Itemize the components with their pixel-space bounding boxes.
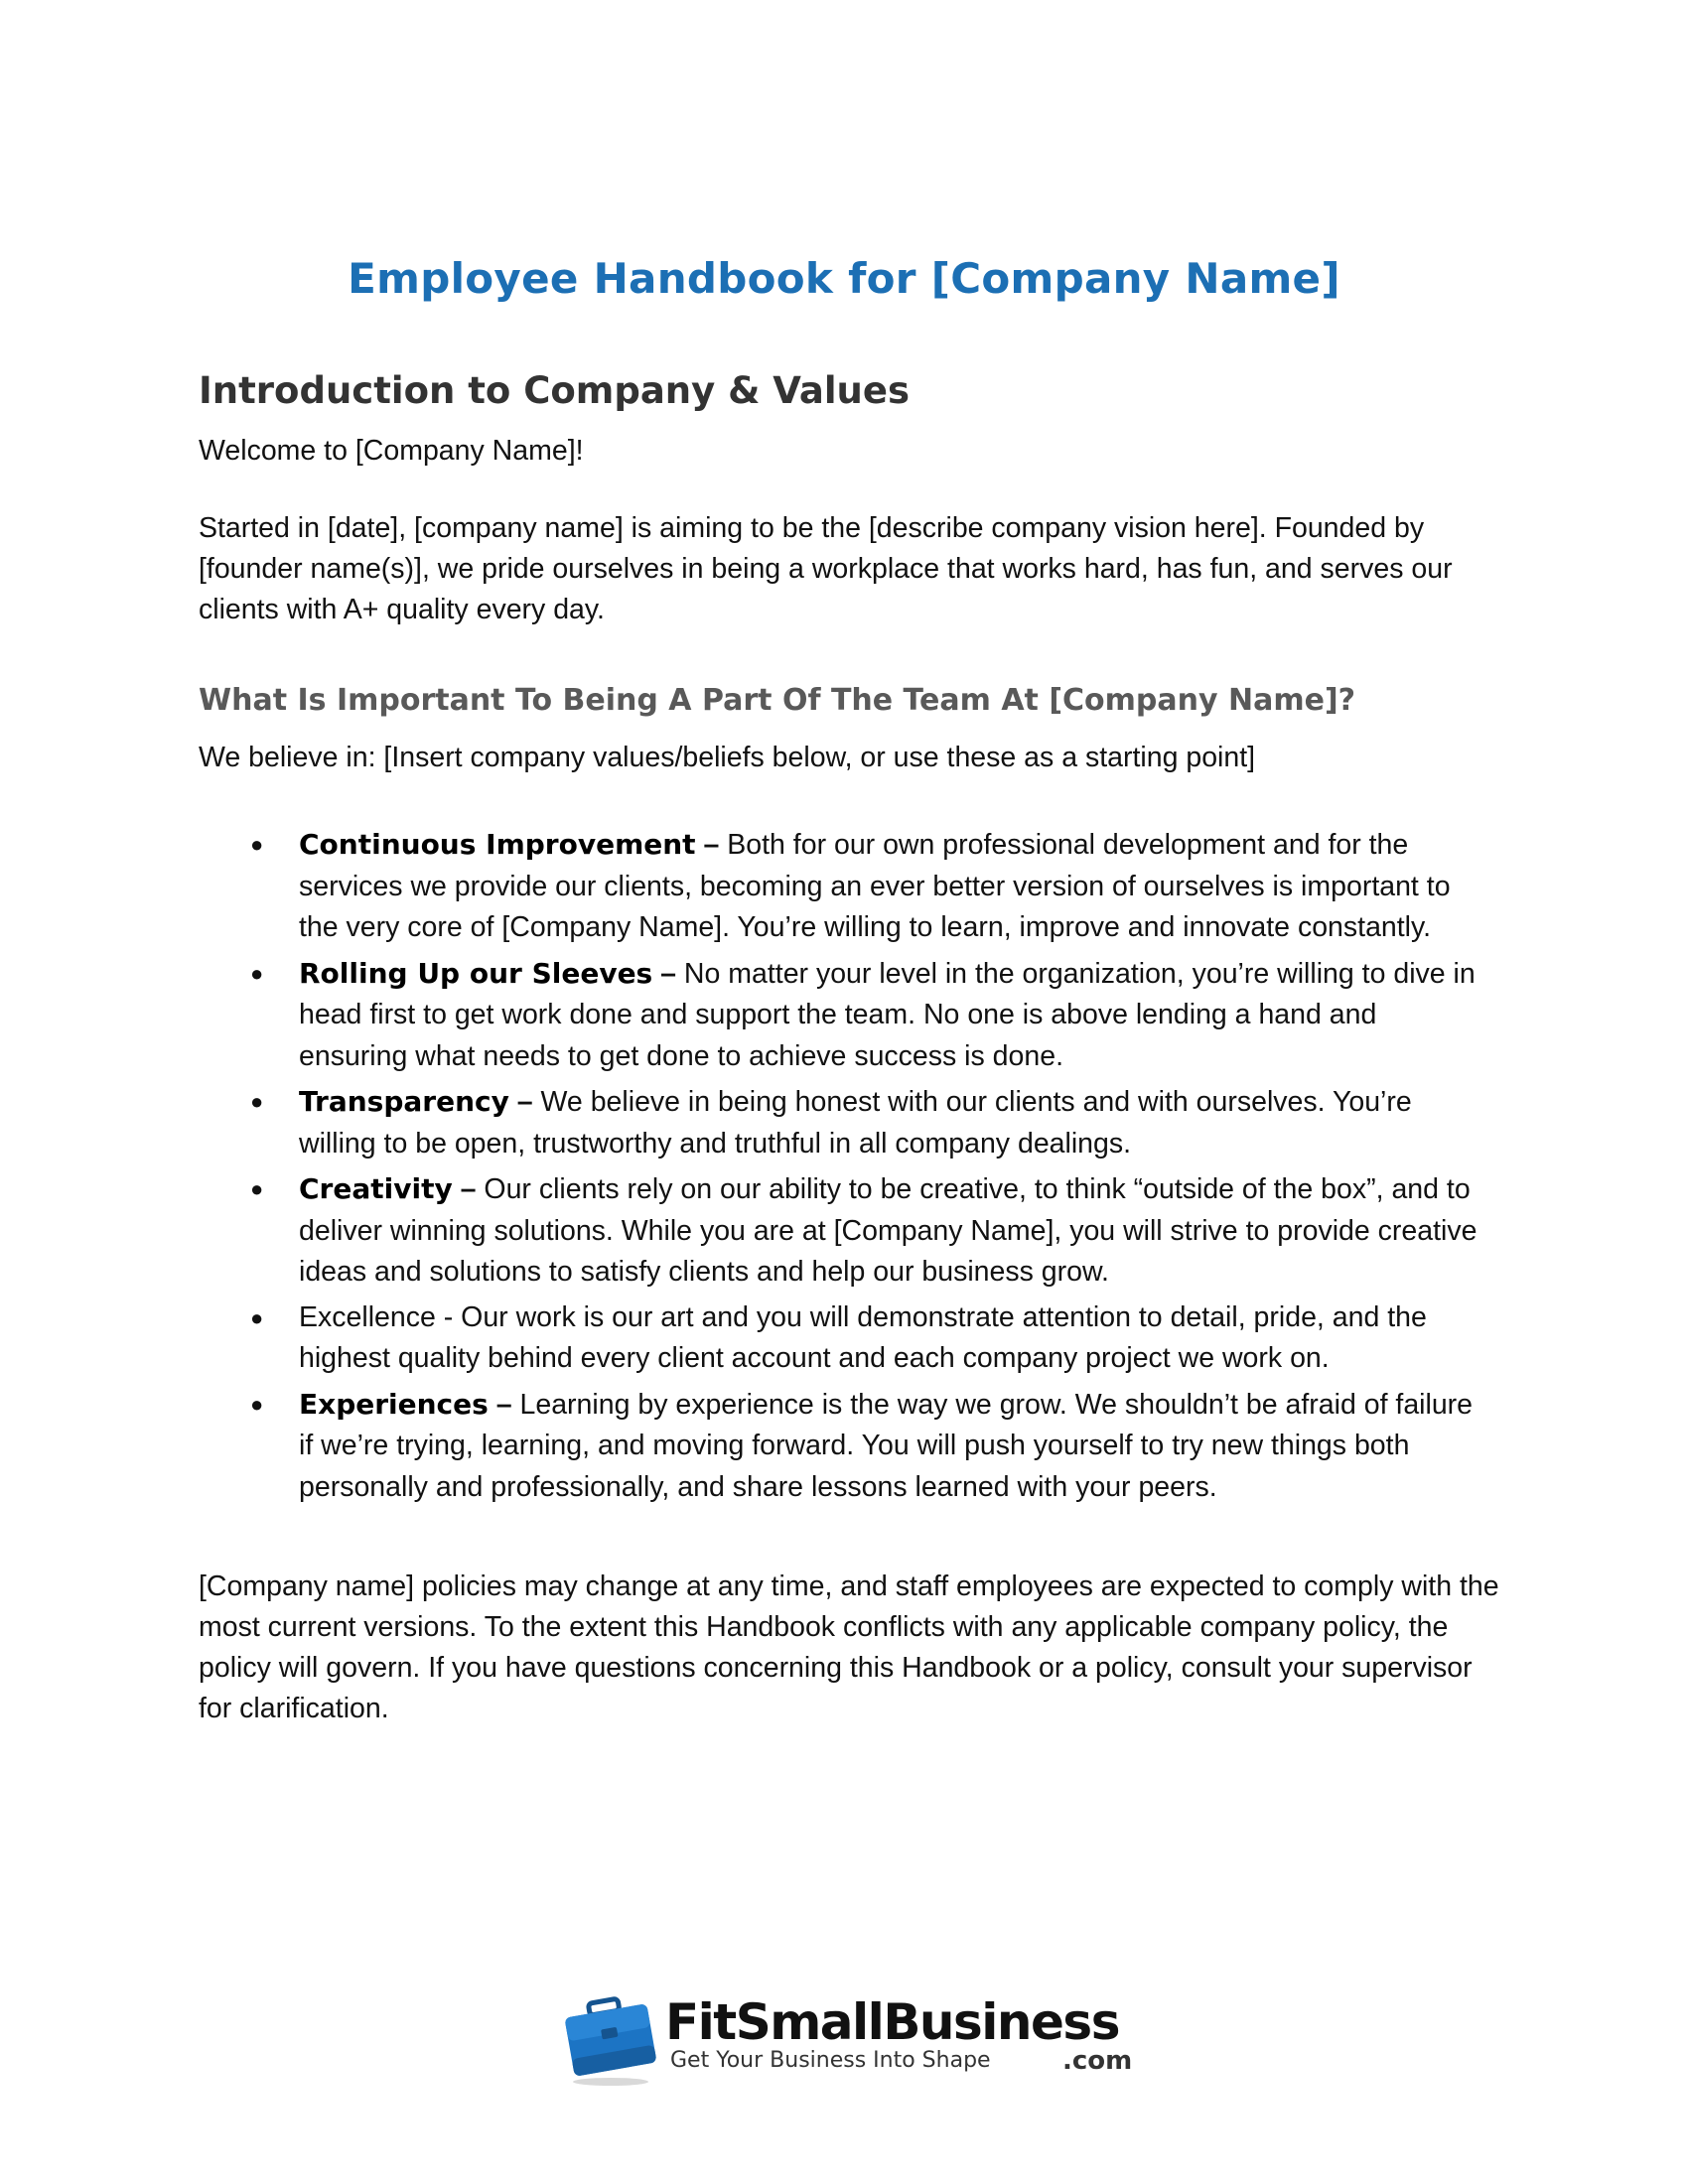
- values-list: [199, 824, 1489, 1512]
- team-subheading: What Is Important To Being A Part Of The Team At [Company Name]?: [199, 683, 1356, 718]
- list-item: [199, 1081, 1489, 1164]
- value-text: Both for our own professional development and for the services we provide our clients, becoming an ever better version of ourselves is important to the very core of [Company Name]. You’re willing to learn, improve and innovate constantly.: [299, 829, 1451, 943]
- briefcase-icon: [561, 1990, 660, 2090]
- list-item: [199, 1168, 1489, 1294]
- list-item: [199, 1297, 1489, 1380]
- value-term: Continuous Improvement: [299, 828, 696, 861]
- policy-paragraph: [Company name] policies may change at any time, and staff employees are expected to comply with the most current versions. To the extent this Handbook conflicts with any applicable company policy, the policy will govern. If you have questions concerning this Handbook or a policy, consult your supervisor for clarification.: [199, 1570, 1499, 1724]
- bullet-icon: ●: [250, 1176, 264, 1201]
- value-separator: –: [508, 1086, 541, 1118]
- list-item: [199, 953, 1489, 1078]
- bullet-icon: ●: [250, 1391, 264, 1417]
- bullet-icon: ●: [250, 960, 264, 986]
- value-term: Creativity: [299, 1172, 453, 1205]
- value-text: No matter your level in the organization, you’re willing to dive in head first to get work done and support the team. No one is above lending a hand and ensuring what needs to get done to achieve success is done.: [299, 957, 1476, 1072]
- value-text: Excellence - Our work is our art and you will demonstrate attention to detail, pride, and the highest quality behind every client account and each company project we work on.: [299, 1300, 1427, 1374]
- welcome-line: Welcome to [Company Name]!: [199, 435, 584, 467]
- value-text: Our clients rely on our ability to be creative, to think “outside of the box”, and to deliver winning solutions. While you are at [Company Name], you will strive to provide creative ideas and solutions to satisfy clients and help our business grow.: [299, 1173, 1477, 1288]
- bullet-icon: ●: [250, 832, 264, 857]
- value-term: Transparency: [299, 1085, 509, 1118]
- list-item: [199, 1384, 1489, 1509]
- value-term: Rolling Up our Sleeves: [299, 956, 653, 990]
- fitsmallbusiness-logo: [561, 1990, 1137, 2090]
- intro-paragraph: Started in [date], [company name] is aiming to be the [describe company vision here]. Founded by [founder name(s)], we pride ourselves in being a workplace that works hard, has fun, and serves our clients with A+ quality every day.: [199, 512, 1453, 625]
- believe-intro: We believe in: [Insert company values/beliefs below, or use these as a starting point]: [199, 742, 1256, 773]
- list-item: [199, 824, 1489, 949]
- bullet-icon: ●: [250, 1089, 264, 1114]
- logo-tagline: Get Your Business Into Shape: [670, 2048, 991, 2073]
- value-separator: –: [652, 957, 684, 990]
- value-separator: –: [452, 1173, 485, 1205]
- value-term: Experiences: [299, 1387, 489, 1421]
- value-text: Learning by experience is the way we grow. We shouldn’t be afraid of failure if we’re trying, learning, and moving forward. You will push yourself to try new things both personally and professionally, and share lessons learned with your peers.: [299, 1388, 1474, 1503]
- bullet-icon: ●: [250, 1304, 264, 1330]
- value-text: We believe in being honest with our clients and with ourselves. You’re willing to be open, trustworthy and truthful in all company dealings.: [299, 1086, 1412, 1160]
- logo-domain: .com: [1062, 2046, 1133, 2076]
- value-separator: –: [695, 829, 728, 861]
- value-separator: –: [488, 1388, 520, 1421]
- section-heading: Introduction to Company & Values: [199, 369, 911, 412]
- document-title: Employee Handbook for [Company Name]: [348, 254, 1340, 303]
- logo-brand-name: FitSmallBusiness: [665, 1993, 1119, 2051]
